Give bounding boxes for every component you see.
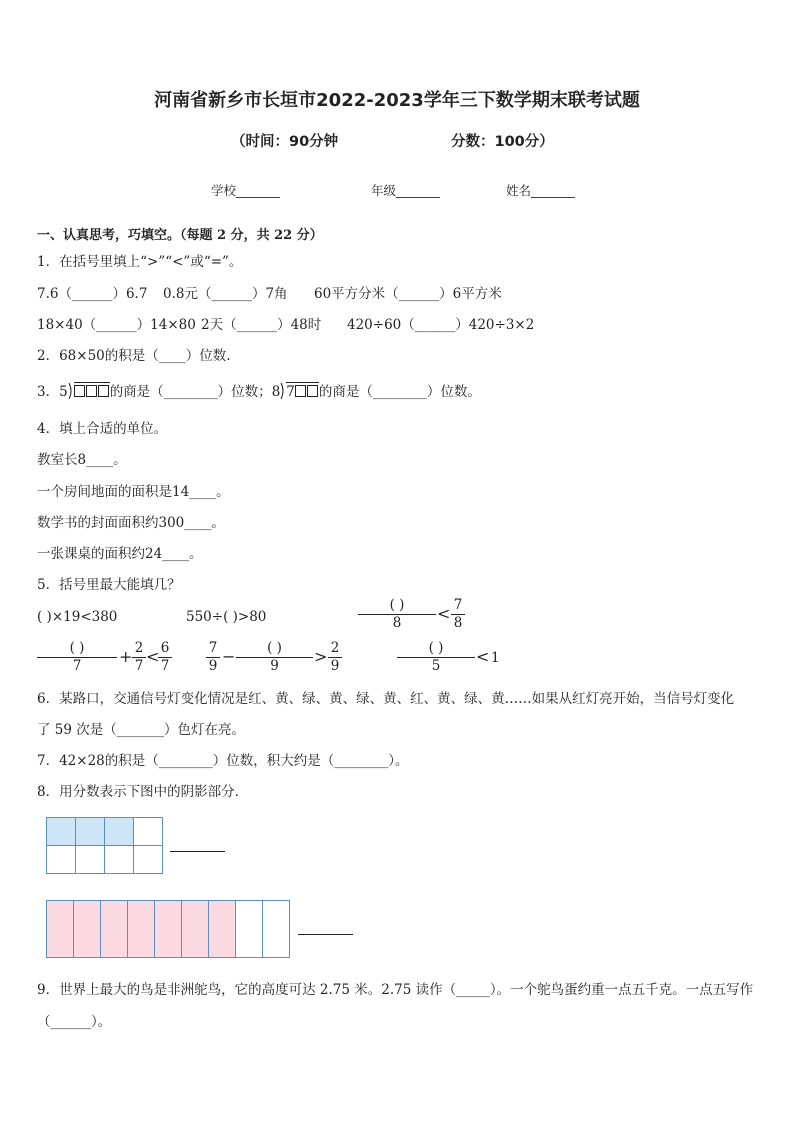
digit-box: [86, 385, 97, 397]
fraction: [37, 640, 117, 675]
exam-title: 河南省新乡市长垣市2022-2023学年三下数学期末联考试题: [154, 90, 640, 111]
shaded-grid-1: [46, 817, 163, 874]
grid-cell: [76, 846, 105, 874]
minus-sign: −: [222, 647, 236, 666]
q1-item: 420÷60（______）420÷3×2: [347, 317, 535, 333]
denominator: 7: [134, 658, 144, 674]
q3-middle: 的商是（________）位数；: [109, 384, 272, 400]
divisor: 8: [271, 384, 281, 400]
digit-box: [98, 385, 109, 397]
q9-line2: （______）。: [37, 1014, 112, 1030]
q1-stem: 1．在括号里填上“>”“<”或“=”。: [37, 254, 243, 270]
denominator: 9: [208, 658, 218, 674]
q1-item: 7.6（______）6.7: [37, 286, 148, 302]
denominator: 8: [453, 615, 463, 631]
grid-cell: [47, 846, 76, 874]
denominator: 9: [270, 658, 279, 674]
q1-item: 60平方分米（______）6平方米: [314, 286, 502, 302]
dividend-digit: 7: [286, 384, 295, 400]
grid-cell: [134, 846, 163, 874]
numerator: 6: [160, 640, 170, 656]
grid-cell: [105, 818, 134, 846]
fraction: [328, 640, 342, 675]
greater-than: >: [314, 647, 328, 666]
grid-cell: [47, 901, 74, 958]
numerator: 2: [330, 640, 340, 656]
numerator: ( ): [267, 640, 282, 656]
less-than: <: [146, 647, 160, 666]
numerator: 7: [208, 640, 218, 656]
q3-prefix: 3．: [37, 384, 60, 400]
q3-line: [37, 380, 481, 400]
denominator: 8: [392, 615, 402, 631]
grid-cell: [182, 901, 209, 958]
q8-stem: 8．用分数表示下图中的阴影部分.: [37, 784, 239, 800]
digit-box: [295, 385, 306, 397]
grid-cell: [74, 901, 101, 958]
q5-stem: 5．括号里最大能填几？: [37, 577, 181, 593]
school-field: 学校_______: [211, 183, 280, 198]
exam-time: （时间：90分钟: [231, 134, 339, 150]
denominator: 9: [330, 658, 340, 674]
q5-expr: ( )×19<380: [37, 609, 118, 625]
less-than: <: [476, 647, 490, 666]
q3-end: 的商是（________）位数。: [318, 384, 481, 400]
q4-item: 数学书的封面面积约300____。: [37, 515, 225, 531]
q6-line2: 了 59 次是（_______）色灯在亮。: [37, 722, 246, 738]
fraction: [236, 640, 313, 675]
grid-cell: [101, 901, 128, 958]
numerator: ( ): [69, 640, 85, 656]
fraction: [451, 597, 465, 632]
answer-line-1: [170, 851, 225, 852]
grid-cell: [128, 901, 155, 958]
q9-line1: 9．世界上最大的鸟是非洲鸵鸟，它的高度可达 2.75 米。2.75 读作（_____）。一个鸵鸟蛋约重一点五千克。一点五写作: [37, 982, 754, 998]
q1-item: 0.8元（______）7角: [163, 286, 288, 302]
grid-cell: [263, 901, 290, 958]
digit-box: [74, 385, 85, 397]
fraction: [206, 640, 220, 675]
q4-item: 一张课桌的面积约24____。: [37, 546, 203, 562]
q5-expr: 550÷( )>80: [186, 609, 267, 625]
q2-stem: 2．68×50的积是（____）位数.: [37, 348, 231, 364]
q4-item: 教室长8____。: [37, 452, 127, 468]
grade-field: 年级_______: [371, 183, 440, 198]
q4-item: 一个房间地面的面积是14____。: [37, 484, 230, 500]
section-heading: 一、认真思考，巧填空。（每题 2 分，共 22 分）: [37, 228, 323, 243]
fraction: [158, 640, 172, 675]
long-division-1: [59, 382, 110, 400]
grid-cell: [236, 901, 263, 958]
fraction: [132, 640, 146, 675]
numerator: ( ): [389, 597, 405, 613]
name-field: 姓名_______: [506, 183, 575, 198]
numerator: ( ): [428, 640, 444, 656]
fraction: [397, 640, 475, 675]
q4-stem: 4．填上合适的单位。: [37, 421, 168, 437]
plus-sign: +: [119, 647, 133, 666]
answer-line-2: [298, 934, 353, 935]
q1-item: 18×40（______）14×80: [37, 317, 196, 333]
numerator: 7: [453, 597, 463, 613]
q6-line1: 6．某路口，交通信号灯变化情况是红、黄、绿、黄、绿、黄、红、黄、绿、黄……如果从红灯亮开始，当信号灯变化: [37, 691, 735, 707]
q7-stem: 7．42×28的积是（________）位数，积大约是（________）。: [37, 753, 409, 769]
less-than: <: [437, 604, 451, 623]
long-division-2: [272, 382, 319, 400]
denominator: 5: [431, 658, 441, 674]
grid-cell: [105, 846, 134, 874]
denominator: 7: [160, 658, 170, 674]
grid-cell: [134, 818, 163, 846]
shaded-grid-2: [46, 900, 290, 958]
numerator: 2: [134, 640, 144, 656]
grid-cell: [209, 901, 236, 958]
divisor: 5: [59, 384, 68, 400]
exam-score: 分数：100分）: [451, 134, 554, 150]
number-one: 1: [491, 650, 500, 666]
denominator: 7: [72, 658, 82, 674]
q1-item: 2天（______）48时: [201, 317, 322, 333]
digit-box: [307, 385, 318, 397]
grid-cell: [47, 818, 76, 846]
grid-cell: [155, 901, 182, 958]
fraction: [358, 597, 436, 632]
grid-cell: [76, 818, 105, 846]
